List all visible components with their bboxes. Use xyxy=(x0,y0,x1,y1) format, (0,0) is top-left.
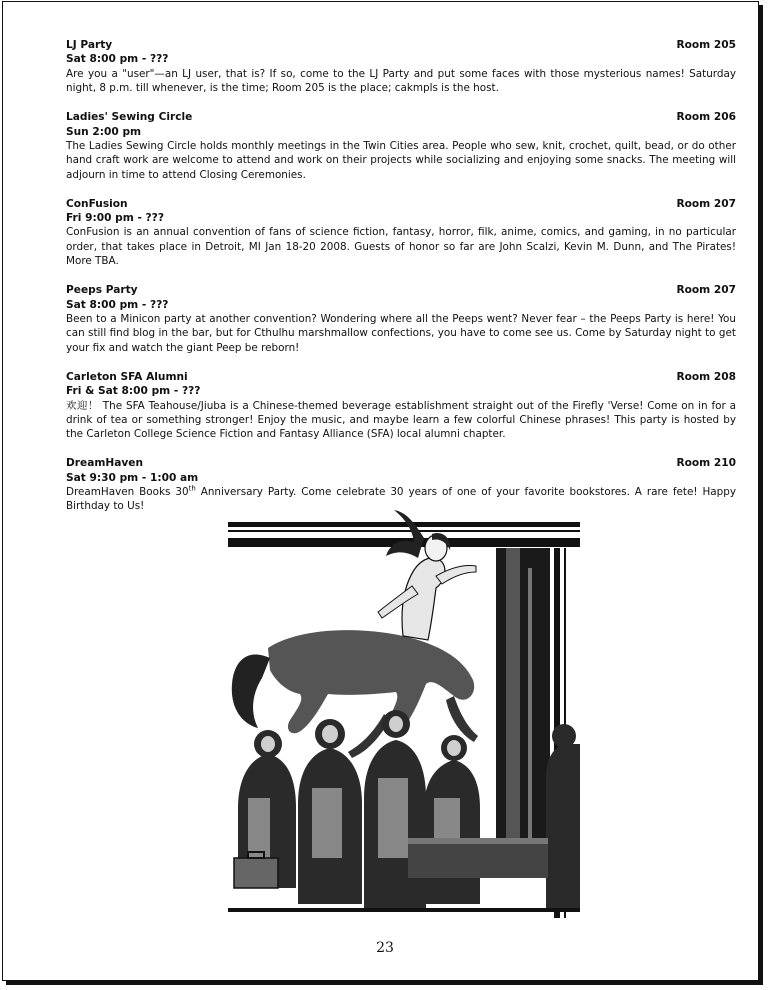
event-room: Room 206 xyxy=(676,111,736,124)
event-time: Sun 2:00 pm xyxy=(66,125,142,138)
event-ladies-sewing-circle xyxy=(66,110,736,182)
event-room: Room 205 xyxy=(676,39,736,51)
event-time: Sat 8:00 pm - ??? xyxy=(66,298,169,311)
centaur-crowd-illustration xyxy=(228,508,580,918)
event-description: Are you a "user"—an LJ user, that is? If so, come to the LJ Party and put some faces with those mysterious names! Saturday night, 8 p.m. till whenever, is the time; Room 205 is the place; cakmpls is the host. xyxy=(66,67,736,95)
event-time: Fri 9:00 pm - ??? xyxy=(66,212,164,225)
event-room: Room 207 xyxy=(676,284,736,297)
event-room: Room 208 xyxy=(676,370,736,383)
event-time: Fri & Sat 8:00 pm - ??? xyxy=(66,385,201,398)
event-title: Peeps Party xyxy=(66,284,138,297)
event-title: DreamHaven xyxy=(66,457,144,470)
event-description: Been to a Minicon party at another convention? Wondering where all the Peeps went? Never fear – the Peeps Party is here! You can still find blog in the bar, but for Cthulhu marshmallow confections, you have to come see us. Come by Saturday night to get your fix and watch the giant Peep be reborn! xyxy=(66,313,736,354)
event-room: Room 210 xyxy=(676,457,736,470)
event-dreamhaven xyxy=(66,456,736,514)
event-title: ConFusion xyxy=(66,197,128,210)
event-title: LJ Party xyxy=(66,39,113,51)
event-title: Ladies' Sewing Circle xyxy=(66,111,193,124)
event-description: ConFusion is an annual convention of fans of science fiction, fantasy, horror, filk, anime, comics, and gaming, in no particular order, that takes place in Detroit, MI Jan 18-20 2008. Guests of honor so far are John Scalzi, Kevin M. Dunn, and The Pirates! More TBA. xyxy=(66,226,736,268)
event-description: 欢迎！ The SFA Teahouse/Jiuba is a Chinese-themed beverage establishment straight out of the Firefly 'Verse! Come on in for a drink of tea or something stronger! Enjoy the music, and maybe learn a few colorful Chinese phrases! This party is hosted by the Carleton College Science Fiction and Fantasy Alliance (SFA) local alumni chapter. xyxy=(66,399,736,441)
event-description: DreamHaven Books 30th Anniversary Party. Come celebrate 30 years of one of your favorite bookstores. A rare fete! Happy Birthday to Us! xyxy=(66,484,736,513)
event-peeps-party xyxy=(66,283,736,355)
event-carleton-sfa-alumni xyxy=(66,370,736,442)
event-time: Sat 8:00 pm - ??? xyxy=(66,53,169,66)
event-time: Sat 9:30 pm - 1:00 am xyxy=(66,471,199,484)
events-listing xyxy=(66,38,736,528)
event-lj-party xyxy=(66,38,736,96)
event-description: The Ladies Sewing Circle holds monthly meetings in the Twin Cities area. People who sew, knit, crochet, quilt, bead, or do other hand craft work are welcome to attend and work on their projects while socializing and enjoying some snacks. The meeting will adjourn in time to attend Closing Ceremonies. xyxy=(66,139,736,181)
event-title: Carleton SFA Alumni xyxy=(66,370,188,383)
event-confusion xyxy=(66,197,736,269)
page-number: 23 xyxy=(376,940,394,956)
event-room: Room 207 xyxy=(676,197,736,210)
